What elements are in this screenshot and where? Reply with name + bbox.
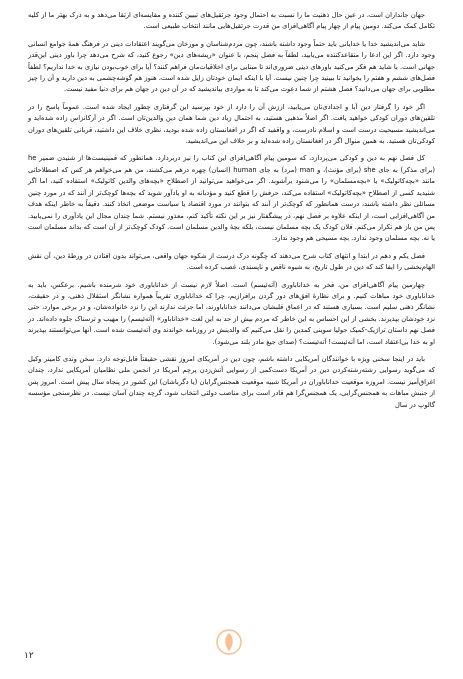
paragraph: شاید می‌اندیشید خدا یا خدایانی باید حتماً وجود داشته باشند، چون مردم‌شناسان و مورخان می‌گویند اعتقادات دینی در فرهنگ همهٔ جوامع انسانی وجود دارد. اگر این ادعا را متقاعدکننده می‌یابید، لطفاً به فصل پنجم، با عنوان «ریشه‌های دین» رجوع کنید، که شرح می‌دهد چرا باور دینی این‌قدر جهانی است. یا شاید هم فکر می‌کنید باورهای دینی ضروری‌اند تا مبنایی برای اخلاقیات‌مان فراهم کنند؟ آیا برای خوب‌بودن نیازی به خدا نداریم؟ لطفاً فصل‌های ششم و هفتم را بخوانید تا ببینید چرا چنین نیست. آیا با اینکه ایمان خودتان زایل شده است، هنوز هم گوشه‌چشمی به دین دارید و آن را چیز مطلوبی برای جهان می‌دانید؟ فصل هشتم از شما دعوت می‌کند تا به مواردی بیاندیشید که در آن دین در جهان هم برای دنیا مفید نیست. [28,39,435,94]
paragraph: فصل یکم و دهم در ابتدا و انتهای کتاب شرح می‌دهند که چگونه درک درست از شکوه جهان واقعی، می‌تواند بدون افتادن در ورطهٔ دین، آن نقش الهام‌بخشی را ایفا کند که دین در طول تاریخ، به شیوه ناقص و ناپسندی، غصب کرده است. [28,251,435,272]
paragraph: جهان جانداران است، در عین حال ذهنیت ما را نسبت به احتمال وجود جرثقیل‌های تبیین کننده و مقایسه‌ای ارتقا می‌دهد و به درک بهتر ما از کلیه تکامل کمک می‌کند. دومین پیام از چهار پیام آگاهی‌افزای من قدرت جرثقیل‌هایی مانند انتخاب طبیعی است. [28,11,435,31]
paragraph: اگر خود را گرفتار دین آبا و اجدادی‌تان می‌یابید، ارزش آن را دارد از خود بپرسید این گرفتاری چطور ایجاد شده است. عموماً پاسخ را در تلقین‌های دوران کودکی خواهید یافت. اگر اصلاً مذهبی هستید، به احتمال زیاد دین شما همان دین والدین‌تان است. اگر در آرکانزاس زاده شده‌اید و می‌اندیشید مسیحیت درست است و اسلام نادرست، و واقفید که اگر در افغانستان زاده شده بودید، نظری خلاف این داشتید، قربانی تلقین‌های دوران کودکی‌تان هستید. به همین منوال اگر در افغانستان زاده شده‌اید و بر خلاف این می‌اندیشید. [28,102,435,146]
publisher-seal-icon [214,627,244,657]
paragraph: چهارمین پیام آگاهی‌افزای من، فخر به خداناباوری (آته‌ئیسم) است. اصلاً لازم نیست از خداناباوری خود شرمنده باشیم. برعکس، باید به خداناباوری خود مباهات کنیم. و برای نظارهٔ افق‌های دور گردن برافرازیم، چرا که خداناباوری تقریباً همواره نشانگر استقلال ذهنی، و در حقیقت، نشانگر ذهنی سلیم است. بسیاری هستند که در اعماق قلبشان می‌دانند خداناباورند، اما جرئت ندارند این را نزد خانواده‌شان، و در برخی موارد، حتی نزد خودشان بپذیرند. بخشی از این احساس به این خاطر که مردم بیش از حد به این لغت «خداناباور» (آته‌ئیسم) را مهیب و ترسناک جلوه داده‌اند. در فصل نهم داستان تراژیک-کمیک جولیا سوینی کمدین را نقل می‌کنیم که والدینش در روزنامه خواندند وی آته‌ئیست شده است. آنها می‌توانستند بپذیرند او به خدا بی‌اعتقاد است، اما آته‌ئیست! آته‌ئیست؟ (صدای جیغ مادر بلند می‌شود). [28,280,435,346]
page-body [28,10,435,411]
page-number: ۱۲ [24,651,34,661]
paragraph: باید در اینجا سخنی ویژه با خوانندگان آمریکایی داشته باشم، چون دین در آمریکای امروز نقشی حقیقتاً قابل‌توجه دارد. سخن وندی کامینر وکیل که می‌گوید رسوایی رشته‌رشته‌کردن دین در آمریکا دست‌کمی از رسوایی آتش‌زدن پرچم آمریکا در انجمن ملی نظامیان آمریکایی ندارد، چندان اغراق‌آمیز نیست. امروزه موقعیت خداناباوران در آمریکا شبیه موقعیت همجنس‌گرایان (یا دگرباشان) این کشور در پنجاه سال پیش است. امروز پس از جنبش مباهات به همجنس‌گرایی، یک همجنس‌گرا هم قادر است برای مناصب دولتی انتخاب شود، گرچه چندان آسان نیست. در نظرسنجی مؤسسه گالوپ در سال [28,354,435,409]
paragraph: کل فصل نهم به دین و کودکی می‌پردازد، که سومین پیام آگاهی‌افزای این کتاب را نیز دربردارد. همانطور که فمینیست‌ها از شنیدن ضمیر he (برای مذکر) به جای she (برای مؤنث)، و man (مرد) به جای human (انسان) چهره درهم می‌کشند، من هم می‌خواهم هر کس که اصطلاحاتی مانند «بچه‌کاتولیک» یا «بچه‌مسلمان» را می‌شنود برآشوبد. اگر می‌خواهید می‌توانید از اصطلاح «بچه‌های والدین کاتولیک» استفاده کنید، اما اگر شنیدید کسی از اصطلاح «بچه‌کاتولیک» استفاده می‌کند، حرفش را قطع کنید و مؤدبانه به او یادآور شوید که بچه‌ها کوچک‌تر از آنند که در مورد چنین مسائلی نظر داشته باشند، درست همانطور که کوچک‌تر از آنند که بتوانند در مورد اقتصاد یا سیاست موضعی اتخاذ کنند. دقیقاً به خاطر اینکه هدف من آگاهی‌افزایی است، از اینکه علاوه بر فصل نهم، در پیشگفتار نیز بر این نکته تأکید کنم، معذور نیستم. شما چندان مجال این یادآوری را نمی‌یابید. پس من باز هم تکرار می‌کنم. فلان کودک یک بچه مسلمان نیست، بلکه بچهٔ والدین مسلمان است. کودک کوچک‌تر از آن است که بداند مسلمان است یا نه. بچه مسلمان وجود ندارد. بچه مسیحی هم وجود ندارد. [28,154,436,243]
